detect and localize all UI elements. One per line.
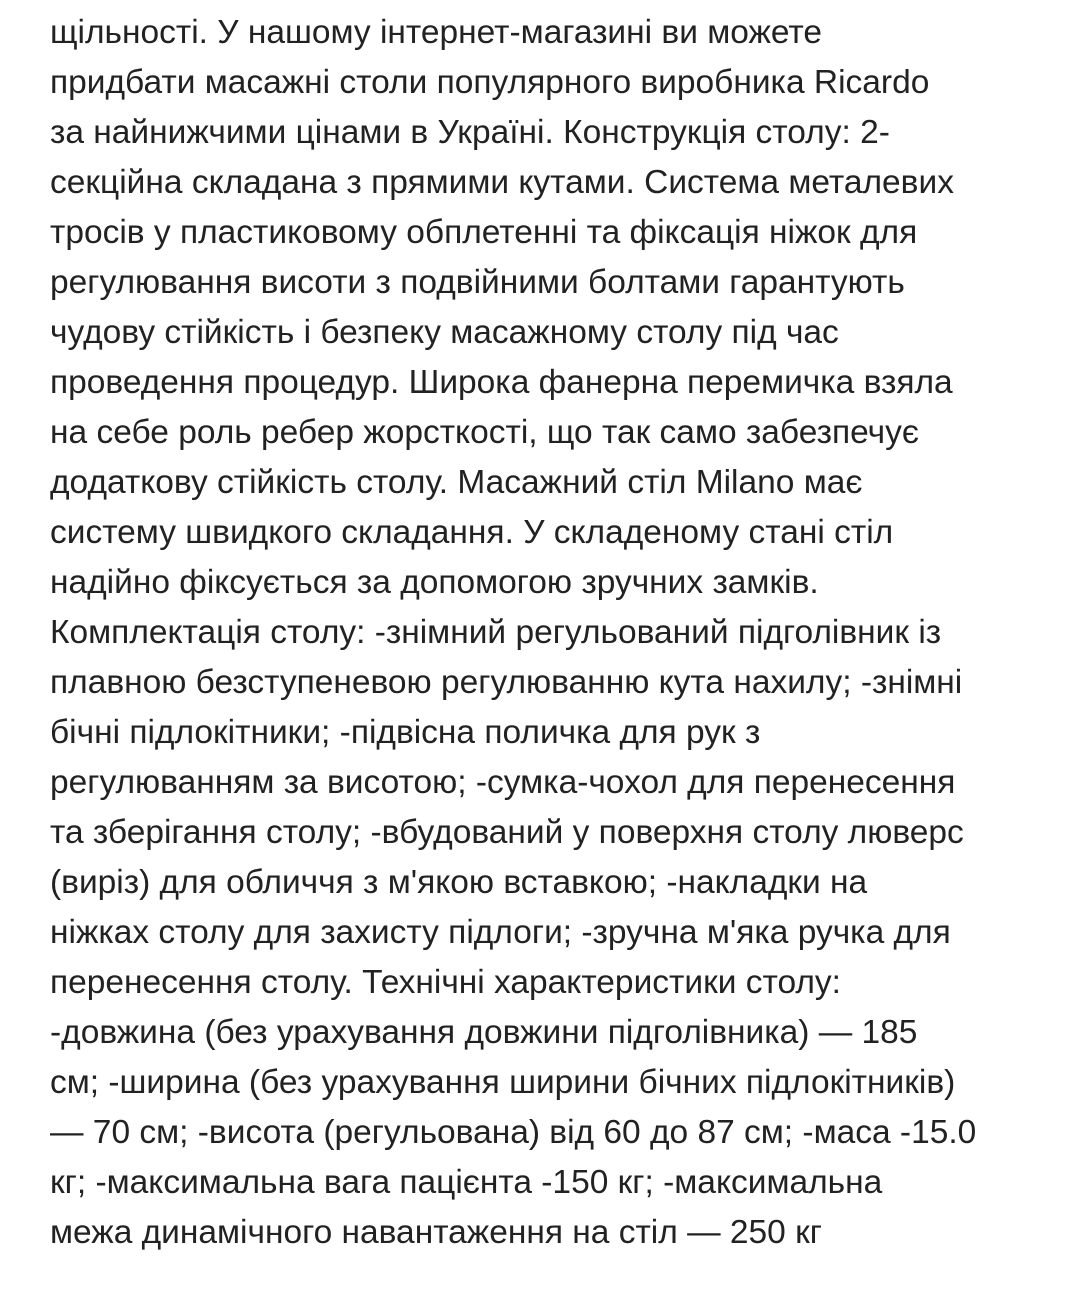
description-line: плавною безступеневою регулюванню кута нахилу; -знімні bbox=[50, 664, 963, 701]
description-line: бічні підлокітники; -підвісна поличка для рук з bbox=[50, 714, 761, 751]
product-description-text bbox=[50, 8, 1040, 1258]
description-line: за найнижчими цінами в Україні. Конструкція столу: 2- bbox=[50, 114, 890, 151]
description-line: чудову стійкість і безпеку масажному столу під час bbox=[50, 314, 839, 351]
description-line: придбати масажні столи популярного виробника Ricardo bbox=[50, 64, 930, 101]
description-line: щільності. У нашому інтернет-магазині ви можете bbox=[50, 14, 823, 51]
description-line: (виріз) для обличчя з м'якою вставкою; -накладки на bbox=[50, 864, 868, 901]
description-line: кг; -максимальна вага пацієнта -150 кг; -максимальна bbox=[50, 1164, 883, 1201]
description-line: ніжках столу для захисту підлоги; -зручна м'яка ручка для bbox=[50, 914, 951, 951]
description-line: проведення процедур. Широка фанерна перемичка взяла bbox=[50, 364, 953, 401]
description-line: -довжина (без урахування довжини підголівника) — 185 bbox=[50, 1014, 918, 1051]
description-line: та зберігання столу; -вбудований у поверхня столу люверс bbox=[50, 814, 964, 851]
description-line: межа динамічного навантаження на стіл — 250 кг bbox=[50, 1214, 822, 1251]
description-line: см; -ширина (без урахування ширини бічних підлокітників) bbox=[50, 1064, 956, 1101]
description-line: — 70 см; -висота (регульована) від 60 до 87 см; -маса -15.0 bbox=[50, 1114, 977, 1151]
description-line: Комплектація столу: -знімний регульований підголівник із bbox=[50, 614, 942, 651]
description-line: регулювання висоти з подвійними болтами гарантують bbox=[50, 264, 905, 301]
description-line: систему швидкого складання. У складеному стані стіл bbox=[50, 514, 894, 551]
description-line: тросів у пластиковому обплетенні та фіксація ніжок для bbox=[50, 214, 918, 251]
description-line: додаткову стійкість столу. Масажний стіл Milano має bbox=[50, 464, 863, 501]
description-line: на себе роль ребер жорсткості, що так само забезпечує bbox=[50, 414, 919, 451]
description-line: надійно фіксується за допомогою зручних замків. bbox=[50, 564, 819, 601]
description-line: регулюванням за висотою; -сумка-чохол для перенесення bbox=[50, 764, 956, 801]
description-line: секційна складана з прямими кутами. Система металевих bbox=[50, 164, 954, 201]
description-line: перенесення столу. Технічні характеристики столу: bbox=[50, 964, 841, 1001]
